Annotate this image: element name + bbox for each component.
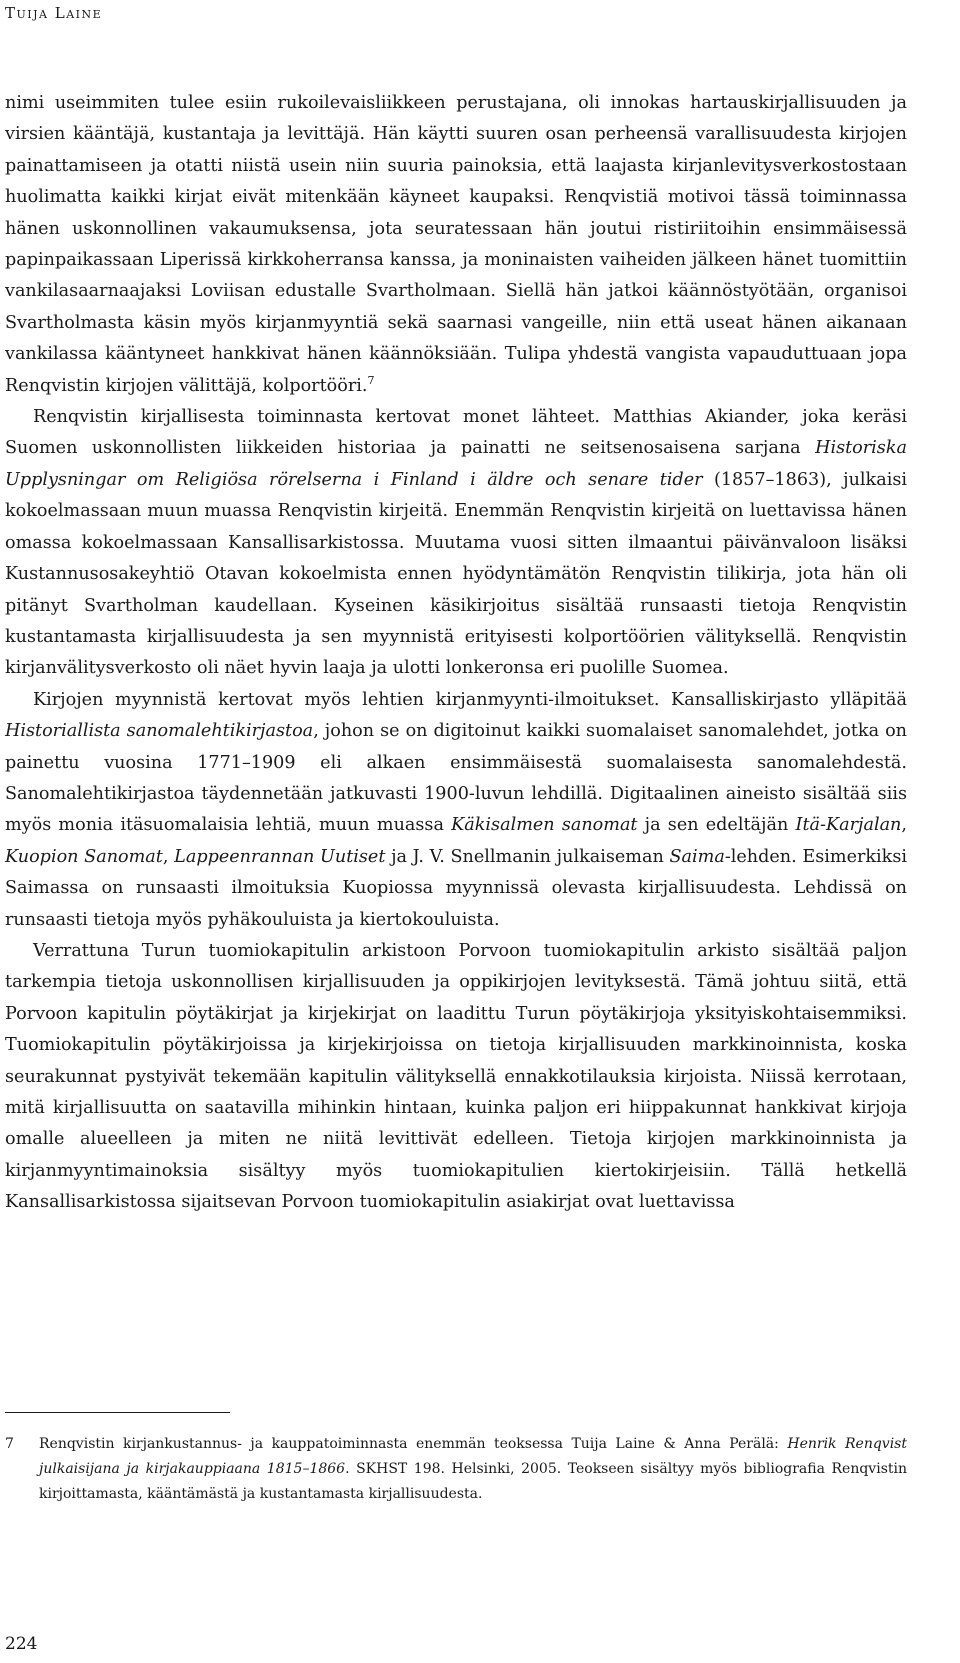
text-run: Verrattuna Turun tuomiokapitulin arkistoon Porvoon tuomiokapitulin arkisto sisältää paljon tarkempia tietoja uskonnollisen kirjallisuuden ja oppikirjojen levityksestä. Tämä johtuu siitä, että Porvoon kapitulin pöytäkirjat ja kirjekirjat on laadittu Turun pöytäkirjoja yksityiskohtaisemmiksi. Tuomiokapitulin pöytäkirjoissa ja kirjekirjoissa on tietoja kirjallisuuden markkinoinnista, koska seurakunnat pystyivät tekemään kapitulin välityksellä ennakkotilauksia kirjoista. Niissä kerrotaan, mitä kirjallisuutta on saatavilla mihinkin hintaan, kuinka paljon eri hiippakunnat hankkivat kirjoja omalle alueelleen ja miten ne niitä levittivät edelleen. Tietoja kirjojen markkinoinnista ja kirjanmyyntimainoksia sisältyy myös tuomiokapitulien kiertokirjeisiin. Tällä hetkellä Kansallisarkistossa sijaitsevan Porvoon tuomiokapitulin asiakirjat ovat luettavissa [5, 940, 907, 1213]
text-run: , [901, 815, 907, 836]
footnote-number: 7 [5, 1436, 14, 1452]
italic-title: Saima [669, 846, 725, 867]
footnote-text [39, 1432, 907, 1507]
italic-title: Historiska Upplysningar om Religiösa rörelserna i Finland i äldre och senare tider [5, 438, 907, 490]
italic-title: Lappeenrannan Uutiset [174, 846, 386, 867]
footnote-divider [5, 1412, 230, 1413]
text-run: -lehden. Esimerkiksi Saimassa on runsaasti ilmoituksia Kuopiossa myynnissä olevasta kirjallisuudesta. Lehdissä on runsaasti tietoja myös pyhäkouluista ja kiertokouluista. [5, 846, 907, 930]
text-run: , [162, 846, 175, 867]
text-run: ja sen edeltäjän [637, 815, 796, 836]
italic-title: Itä-Karjalan [795, 815, 902, 836]
body-text [5, 88, 907, 1219]
footnote [5, 1432, 907, 1507]
text-run: ja J. V. Snellmanin julkaiseman [385, 846, 670, 867]
text-run: . SKHST 198. Helsinki, 2005. Teokseen sisältyy myös bibliografia Renqvistin kirjoittamasta, kääntämästä ja kustantamasta kirjallisuudesta. [39, 1461, 907, 1502]
paragraph-1 [5, 88, 907, 402]
text-run: Renqvistin kirjankustannus- ja kauppatoiminnasta enemmän teoksessa Tuija Laine & Anna Perälä: [39, 1436, 788, 1452]
text-run: , johon se on digitoinut kaikki suomalaiset sanomalehdet, jotka on painettu vuosina 1771–1909 eli alkaen ensimmäisestä suomalaisesta sanomalehdestä. Sanomalehtikirjastoa täydennetään jatkuvasti 1900-luvun lehdillä. Digitaalinen aineisto sisältää siis myös monia itäsuomalaisia lehtiä, muun muassa [5, 721, 907, 836]
footnote-reference: 7 [367, 373, 375, 387]
italic-title: Kuopion Sanomat [5, 846, 163, 867]
text-run: (1857–1863), julkaisi kokoelmassaan muun muassa Renqvistin kirjeitä. Enemmän Renqvistin kirjeitä on luettavissa hänen omassa kokoelmassaan Kansallisarkistossa. Muutama vuosi sitten ilmaantui päivänvaloon lisäksi Kustannusosakeyhtiö Otavan kokoelmista ennen hyödyntämätön Renqvistin tilikirja, jota hän oli pitänyt Svartholman kaudellaan. Kyseinen käsikirjoitus sisältää runsaasti tietoja Renqvistin kustantamasta kirjallisuudesta ja sen myynnistä erityisesti kolportöörien välityksellä. Renqvistin kirjanvälitysverkosto oli näet hyvin laaja ja ulotti lonkeronsa eri puolille Suomea. [5, 469, 907, 679]
italic-title: Käkisalmen sanomat [451, 815, 638, 836]
text-run: Renqvistin kirjallisesta toiminnasta kertovat monet lähteet. Matthias Akiander, joka keräsi Suomen uskonnollisten liikkeiden historiaa ja painatti ne seitsenosaisena sarjana [5, 407, 907, 459]
italic-title: Historiallista sanomalehtikirjastoa [5, 721, 314, 742]
page-number: 224 [5, 1634, 38, 1654]
paragraph-3 [5, 685, 907, 936]
paragraph-4 [5, 936, 907, 1219]
italic-title: Henrik Renqvist julkaisijana ja kirjakauppiaana 1815–1866 [39, 1436, 907, 1477]
paragraph-2 [5, 402, 907, 685]
text-run: Kirjojen myynnistä kertovat myös lehtien kirjanmyynti-ilmoitukset. Kansalliskirjasto ylläpitää [33, 689, 907, 710]
running-head: Tuija Laine [5, 4, 103, 22]
text-run: nimi useimmiten tulee esiin rukoilevaisliikkeen perustajana, oli innokas hartauskirjallisuuden ja virsien kääntäjä, kustantaja ja levittäjä. Hän käytti suuren osan perheensä varallisuudesta kirjojen painattamiseen ja otatti niistä usein niin suuria painoksia, että laajasta kirjanlevitysverkostostaan huolimatta kaikki kirjat eivät mitenkään käyneet kaupaksi. Renqvistiä motivoi tässä toiminnassa hänen uskonnollinen vakaumuksensa, jota seuratessaan hän joutui ristiriitoihin ensimmäisessä papinpaikassaan Liperissä kirkkoherransa kanssa, ja moninaisten vaiheiden jälkeen hänet tuomittiin vankilasaarnaajaksi Loviisan edustalle Svartholmaan. Siellä hän jatkoi käännöstyötään, organisoi Svartholmasta käsin myös kirjanmyyntiä sekä saarnasi vangeille, niin että useat hänen aikanaan vankilassa kääntyneet hankkivat hänen käännöksiään. Tulipa yhdestä vangista vapauduttuaan jopa Renqvistin kirjojen välittäjä, kolportööri. [5, 93, 907, 396]
